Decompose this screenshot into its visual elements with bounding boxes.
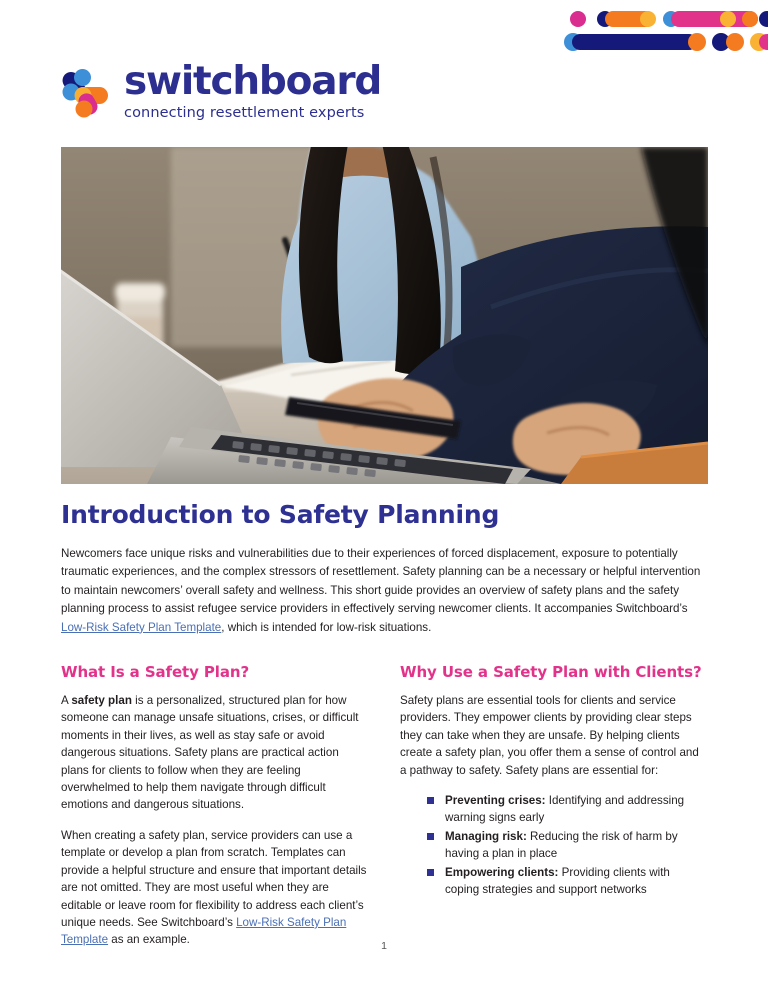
intro-paragraph	[61, 545, 708, 637]
section-heading-what-is-a-safety-plan: What Is a Safety Plan?	[61, 663, 250, 682]
list-item-term: Managing risk:	[445, 829, 527, 843]
square-bullet-icon	[427, 833, 434, 840]
left-p2-part2: as an example.	[108, 933, 190, 947]
list-item-term: Preventing crises:	[445, 794, 546, 808]
decorative-row-bottom	[560, 34, 768, 50]
list-item-text: Reducing the risk of harm by having a plan in place	[445, 829, 678, 861]
list-item-term: Empowering clients:	[445, 865, 559, 879]
low-risk-safety-plan-template-link[interactable]: Low-Risk Safety Plan Template	[61, 620, 222, 634]
left-p1-rest: is a personalized, structured plan for how someone can manage unsafe situations, crises, or difficult moments in their lives, as well as stay safe or avoid dangerous situations. Safety plans are practical action plans for clients to follow when they are feeling overwhelmed to help them navigate through difficult emotions and dangerous situations.	[61, 694, 359, 812]
square-bullet-icon	[427, 869, 434, 876]
decorative-dot	[688, 33, 706, 51]
section-heading-why-use-a-safety-plan: Why Use a Safety Plan with Clients?	[400, 663, 702, 682]
decorative-dot	[742, 11, 758, 27]
two-column-section	[61, 663, 708, 949]
left-column	[61, 663, 368, 949]
hero-photo	[61, 147, 708, 484]
list-item	[427, 864, 707, 899]
low-risk-safety-plan-template-link-2[interactable]: Low-Risk Safety Plan Template	[61, 915, 347, 947]
safety-plan-bold-term: safety plan	[71, 694, 132, 708]
list-item-text: Identifying and addressing warning signs early	[445, 794, 685, 825]
decorative-dot	[759, 11, 768, 27]
page-title: Introduction to Safety Planning	[61, 500, 500, 529]
list-item-text: Providing clients with coping strategies and support networks	[445, 865, 670, 897]
decorative-segment	[759, 34, 768, 50]
benefits-list	[400, 792, 707, 898]
left-p2-part1: When creating a safety plan, service providers can use a template or develop a plan from scratch. Templates can provide a helpful structure and ensure that important details are not omitted. They are most useful when they are editable or leave room for flexibility to address each client’s unique needs. See Switchboard’s	[61, 828, 367, 929]
decorative-dot	[720, 11, 736, 27]
decorative-dot	[570, 11, 586, 27]
switchboard-logo-text	[124, 59, 382, 121]
decorative-row-top	[560, 11, 768, 27]
logo-wordmark: switchboard	[124, 59, 382, 104]
right-paragraph-1: Safety plans are essential tools for clients and service providers. They empower clients by providing clear steps they can take when they are unsafe. By helping clients create a safety plan, you offer them a sense of control and a pathway to safety. Safety plans are essential for:	[400, 694, 699, 777]
left-paragraph-1	[61, 692, 368, 814]
decorative-bar-pattern	[560, 0, 768, 58]
decorative-segment	[572, 34, 697, 50]
logo-tagline: connecting resettlement experts	[124, 105, 365, 121]
intro-text-part2: , which is intended for low-risk situations.	[221, 620, 432, 634]
list-item	[427, 792, 707, 827]
square-bullet-icon	[427, 797, 434, 804]
switchboard-logo	[62, 59, 382, 121]
document-body	[61, 500, 708, 949]
right-column	[400, 663, 707, 949]
left-p1-lead: A	[61, 694, 72, 708]
decorative-dot	[640, 11, 656, 27]
switchboard-logo-mark-icon	[62, 65, 112, 119]
page-number: 1	[381, 940, 387, 952]
intro-text-part1: Newcomers face unique risks and vulnerabilities due to their experiences of forced displacement, exposure to potentially traumatic experiences, and the complex stressors of resettlement. Safety planning can be a necessary or helpful intervention to maintain newcomers’ overall safety and wellness. This short guide provides an overview of safety plans and the safety planning process to assist refugee service providers in effectively serving newcomer clients. It accompanies Switchboard’s	[61, 547, 701, 616]
list-item	[427, 828, 707, 863]
decorative-dot	[726, 33, 744, 51]
left-paragraph-2	[61, 827, 368, 949]
